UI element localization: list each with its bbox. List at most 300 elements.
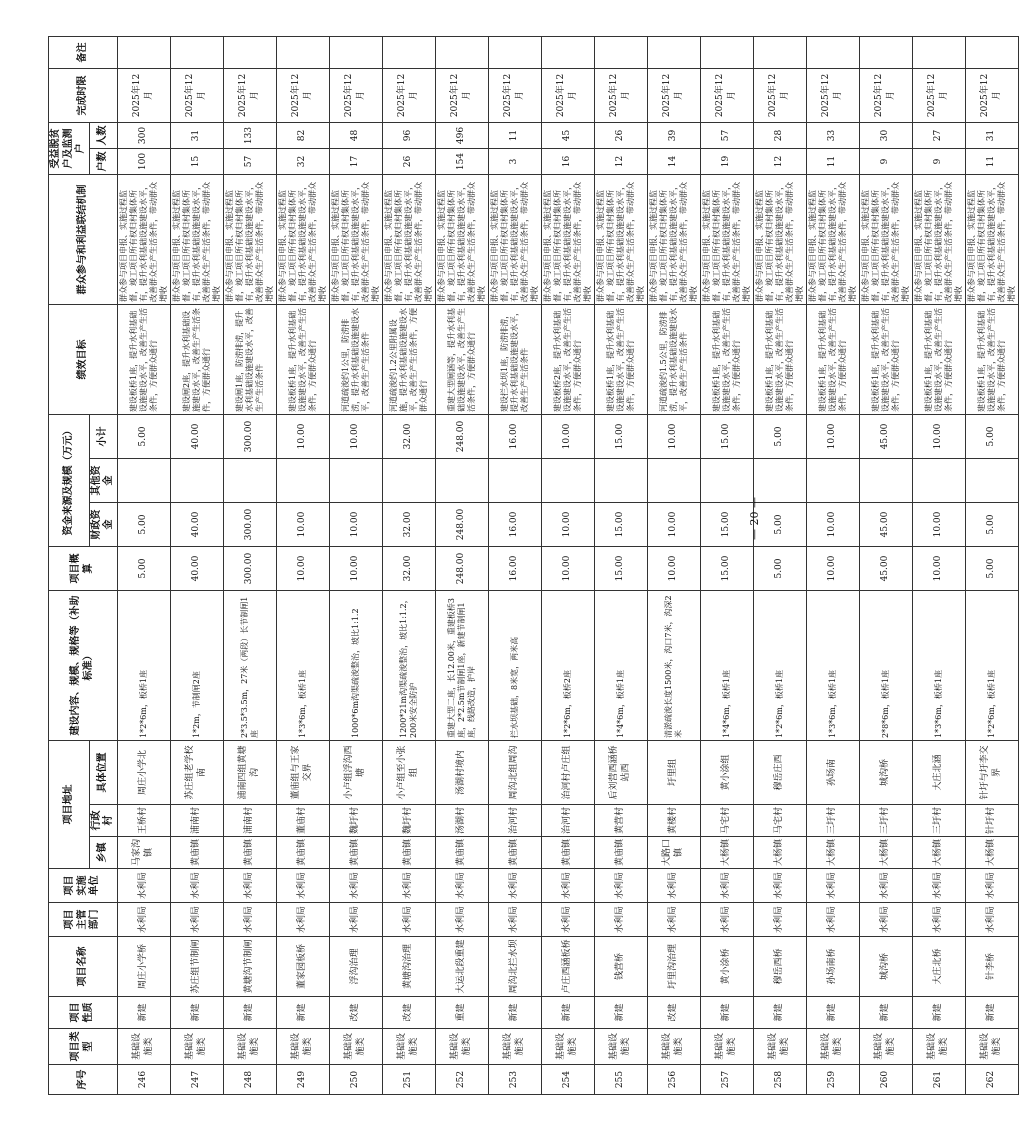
cell-nature: 新建 [859, 997, 912, 1029]
cell-no: 254 [541, 1065, 594, 1095]
cell-nature: 新建 [223, 997, 276, 1029]
cell-other [912, 459, 965, 503]
cell-town: 马家沟镇 [117, 837, 170, 869]
cell-name: 大运北段重建 [435, 937, 488, 997]
cell-hh: 26 [382, 148, 435, 174]
cell-unit: 水利局 [329, 869, 382, 903]
cell-unit: 水利局 [170, 869, 223, 903]
cell-goal: 建设板桥1座，提升水利基础设施建设水平，改善生产生活条件，方便群众通行 [806, 304, 859, 414]
cell-remark [647, 36, 700, 68]
cell-content: 拦水坝基础，8米宽，两米高 [488, 591, 541, 741]
cell-mech: 群众参与项目申报、实施过程监督，竣工项目所有权归村集体所有，提升水利基础设施建设水平，改善群众生产生活条件，带动群众增收 [700, 174, 753, 304]
cell-fiscal: 10.00 [806, 503, 859, 547]
cell-dept: 水利局 [859, 903, 912, 937]
cell-deadline: 2025年12月 [223, 68, 276, 122]
cell-dept: 水利局 [382, 903, 435, 937]
cell-mech: 群众参与项目申报、实施过程监督，竣工项目所有权归村集体所有，提升水利基础设施建设水平，改善群众生产生活条件，带动群众增收 [594, 174, 647, 304]
table-row [647, 36, 700, 1094]
header-subtotal: 小计 [89, 414, 117, 458]
cell-goal: 建设板桥1座，提升水利基础设施建设水平，改善生产生活条件，方便群众通行 [594, 304, 647, 414]
table-row [329, 36, 382, 1094]
cell-remark [912, 36, 965, 68]
cell-people: 96 [382, 122, 435, 148]
cell-content: 重建大型二座，长12.00米，重建板桥3座，2*2.5m节制闸1座，新建节制闸1座，线路改造，护岸 [435, 591, 488, 741]
cell-subtotal: 10.00 [541, 414, 594, 458]
cell-people: 27 [912, 122, 965, 148]
cell-town: 黄庙镇 [329, 837, 382, 869]
cell-other [488, 459, 541, 503]
cell-remark [329, 36, 382, 68]
cell-other [435, 459, 488, 503]
cell-village: 三圩村 [859, 805, 912, 837]
cell-place: 孙场南 [806, 741, 859, 805]
cell-no: 250 [329, 1065, 382, 1095]
cell-fiscal: 10.00 [276, 503, 329, 547]
cell-content: 1*2*6m，板桥1座 [965, 591, 1018, 741]
cell-village: 魏圩村 [329, 805, 382, 837]
cell-no: 262 [965, 1065, 1018, 1095]
cell-hh: 9 [912, 148, 965, 174]
cell-town: 大杨镇 [753, 837, 806, 869]
header-total: 项目概算 [49, 547, 118, 591]
cell-nature: 新建 [488, 997, 541, 1029]
cell-town: 黄庙镇 [541, 837, 594, 869]
header-people: 人数 [89, 122, 117, 148]
cell-remark [170, 36, 223, 68]
cell-remark [382, 36, 435, 68]
cell-place: 针圩与圩李交界 [965, 741, 1018, 805]
cell-content: 1200*21m沟渠疏浚整治，坡比1:1.2，200米安全防护 [382, 591, 435, 741]
table-body [117, 36, 1018, 1094]
cell-remark [859, 36, 912, 68]
cell-dept: 水利局 [912, 903, 965, 937]
cell-unit: 水利局 [912, 869, 965, 903]
cell-place: 大庄北涵 [912, 741, 965, 805]
header-content: 建设内容、规模、规格等（补助标准） [49, 591, 118, 741]
cell-name: 苏庄组节制闸 [170, 937, 223, 997]
cell-place: 穆岳庄西 [753, 741, 806, 805]
cell-hh: 11 [806, 148, 859, 174]
cell-total: 10.00 [647, 547, 700, 591]
cell-village: 董庙村 [276, 805, 329, 837]
cell-goal: 建设板桥2座，提升水利基础设施建设水平，改善生产生活条件，方便群众通行 [541, 304, 594, 414]
cell-type: 基础设施类 [647, 1029, 700, 1065]
cell-nature: 新建 [700, 997, 753, 1029]
header-nature: 项目性质 [49, 997, 118, 1029]
cell-goal: 建设板桥1座，提升水利基础设施建设水平，改善生产生活条件，方便群众通行 [965, 304, 1018, 414]
header-other: 其他资金 [89, 459, 117, 503]
cell-goal: 河道疏浚约1.2公里附属设施，提升水利基础设施建设水平，改善生产生活条件，方便群众通行 [382, 304, 435, 414]
cell-mech: 群众参与项目申报、实施过程监督，竣工项目所有权归村集体所有，提升水利基础设施建设水平，改善群众生产生活条件，带动群众增收 [859, 174, 912, 304]
cell-fiscal: 15.00 [594, 503, 647, 547]
cell-unit: 水利局 [965, 869, 1018, 903]
cell-unit: 水利局 [700, 869, 753, 903]
cell-no: 260 [859, 1065, 912, 1095]
cell-village: 三圩村 [806, 805, 859, 837]
cell-content: 1*4*6m，板桥1座 [700, 591, 753, 741]
cell-content: 1*2*6m，板桥2座 [541, 591, 594, 741]
cell-place: 黄小涂组 [700, 741, 753, 805]
cell-place: 小卢组浮沟西塘 [329, 741, 382, 805]
cell-subtotal: 10.00 [329, 414, 382, 458]
header-fiscal: 财政资金 [89, 503, 117, 547]
cell-other [594, 459, 647, 503]
cell-type: 基础设施类 [223, 1029, 276, 1065]
cell-place: 后刘营西涵桥站西 [594, 741, 647, 805]
cell-village: 马宅村 [753, 805, 806, 837]
cell-name: 钱营桥 [594, 937, 647, 997]
cell-deadline: 2025年12月 [594, 68, 647, 122]
header-goal: 绩效目标 [49, 304, 118, 414]
cell-content: 清淤疏浚长度1500米，沟口7米，沟深2米 [647, 591, 700, 741]
cell-name: 浮沟治理 [329, 937, 382, 997]
cell-place: 周沟北组周沟 [488, 741, 541, 805]
cell-total: 10.00 [912, 547, 965, 591]
cell-town: 黄庙镇 [223, 837, 276, 869]
cell-fiscal: 10.00 [912, 503, 965, 547]
cell-other [170, 459, 223, 503]
cell-total: 45.00 [859, 547, 912, 591]
header-dept: 项目主管部门 [49, 903, 118, 937]
cell-no: 249 [276, 1065, 329, 1095]
cell-dept: 水利局 [806, 903, 859, 937]
table-row [753, 36, 806, 1094]
cell-nature: 新建 [753, 997, 806, 1029]
cell-nature: 改建 [647, 997, 700, 1029]
cell-fiscal: 248.00 [435, 503, 488, 547]
cell-total: 10.00 [276, 547, 329, 591]
header-no: 序号 [49, 1065, 118, 1095]
table-row [488, 36, 541, 1094]
cell-place: 浦南四组黄塘沟 [223, 741, 276, 805]
cell-nature: 新建 [541, 997, 594, 1029]
cell-other [965, 459, 1018, 503]
cell-subtotal: 300.00 [223, 414, 276, 458]
cell-hh: 57 [223, 148, 276, 174]
cell-no: 252 [435, 1065, 488, 1095]
cell-dept: 水利局 [647, 903, 700, 937]
cell-type: 基础设施类 [435, 1029, 488, 1065]
cell-remark [965, 36, 1018, 68]
header-beneficiaries: 受益脱贫户及监测户 [49, 122, 90, 174]
cell-remark [753, 36, 806, 68]
cell-content: 1*3*6m，板桥1座 [276, 591, 329, 741]
cell-fiscal: 10.00 [329, 503, 382, 547]
cell-hh: 32 [276, 148, 329, 174]
cell-hh: 14 [647, 148, 700, 174]
cell-no: 247 [170, 1065, 223, 1095]
header-remark: 备注 [49, 36, 118, 68]
cell-no: 253 [488, 1065, 541, 1095]
cell-no: 261 [912, 1065, 965, 1095]
table-row [806, 36, 859, 1094]
cell-total: 15.00 [594, 547, 647, 591]
cell-deadline: 2025年12月 [541, 68, 594, 122]
cell-subtotal: 5.00 [117, 414, 170, 458]
table-row [859, 36, 912, 1094]
cell-nature: 新建 [276, 997, 329, 1029]
cell-dept: 水利局 [753, 903, 806, 937]
header-type: 项目类型 [49, 1029, 118, 1065]
cell-no: 251 [382, 1065, 435, 1095]
cell-dept: 水利局 [700, 903, 753, 937]
cell-remark [806, 36, 859, 68]
cell-fiscal: 5.00 [117, 503, 170, 547]
cell-deadline: 2025年12月 [488, 68, 541, 122]
cell-name: 黄小涂桥 [700, 937, 753, 997]
cell-town: 黄庙镇 [170, 837, 223, 869]
cell-content: 2*8*6m，板桥1座 [859, 591, 912, 741]
cell-subtotal: 248.00 [435, 414, 488, 458]
cell-type: 基础设施类 [912, 1029, 965, 1065]
cell-fiscal: 15.00 [700, 503, 753, 547]
cell-name: 周沟北拦水坝 [488, 937, 541, 997]
header-village: 行政村 [89, 805, 117, 837]
cell-place: 周庄小学北 [117, 741, 170, 805]
cell-mech: 群众参与项目申报、实施过程监督，竣工项目所有权归村集体所有，提升水利基础设施建设水平，改善群众生产生活条件，带动群众增收 [965, 174, 1018, 304]
cell-goal: 建设板桥1座，提升水利基础设施建设水平，改善生产生活条件，方便群众通行 [753, 304, 806, 414]
cell-village: 针圩村 [965, 805, 1018, 837]
cell-deadline: 2025年12月 [329, 68, 382, 122]
cell-people: 57 [700, 122, 753, 148]
table-row [912, 36, 965, 1094]
cell-content: 1*2*6m，板桥1座 [753, 591, 806, 741]
cell-place: 圩里组 [647, 741, 700, 805]
cell-people: 133 [223, 122, 276, 148]
cell-dept: 水利局 [541, 903, 594, 937]
cell-subtotal: 40.00 [170, 414, 223, 458]
cell-name: 城沟桥 [859, 937, 912, 997]
cell-other [223, 459, 276, 503]
table-row [382, 36, 435, 1094]
cell-type: 基础设施类 [859, 1029, 912, 1065]
table-row [700, 36, 753, 1094]
cell-fiscal: 5.00 [753, 503, 806, 547]
cell-hh: 11 [965, 148, 1018, 174]
cell-town: 黄庙镇 [382, 837, 435, 869]
cell-people: 28 [753, 122, 806, 148]
cell-deadline: 2025年12月 [382, 68, 435, 122]
cell-unit: 水利局 [859, 869, 912, 903]
cell-type: 基础设施类 [329, 1029, 382, 1065]
cell-name: 周庄小学桥 [117, 937, 170, 997]
cell-total: 5.00 [117, 547, 170, 591]
cell-total: 5.00 [753, 547, 806, 591]
cell-deadline: 2025年12月 [965, 68, 1018, 122]
header-deadline: 完成时限 [49, 68, 118, 122]
cell-deadline: 2025年12月 [859, 68, 912, 122]
cell-mech: 群众参与项目申报、实施过程监督，竣工项目所有权归村集体所有，提升水利基础设施建设水平，改善群众生产生活条件，带动群众增收 [912, 174, 965, 304]
cell-town: 大杨镇 [965, 837, 1018, 869]
cell-dept: 水利局 [117, 903, 170, 937]
cell-remark [276, 36, 329, 68]
cell-total: 5.00 [965, 547, 1018, 591]
cell-dept: 水利局 [223, 903, 276, 937]
cell-name: 针李桥 [965, 937, 1018, 997]
cell-mech: 群众参与项目申报、实施过程监督，竣工项目所有权归村集体所有，提升水利基础设施建设水平，改善群众生产生活条件，带动群众增收 [117, 174, 170, 304]
cell-remark [700, 36, 753, 68]
cell-unit: 水利局 [435, 869, 488, 903]
cell-hh: 100 [117, 148, 170, 174]
cell-village: 汤湖村 [435, 805, 488, 837]
cell-subtotal: 15.00 [700, 414, 753, 458]
cell-total: 40.00 [170, 547, 223, 591]
cell-fiscal: 300.00 [223, 503, 276, 547]
cell-content: 1*2*6m，板桥1座 [117, 591, 170, 741]
cell-village: 黄营村 [594, 805, 647, 837]
cell-village: 三圩村 [912, 805, 965, 837]
cell-type: 基础设施类 [488, 1029, 541, 1065]
cell-content: 1*3*6m，板桥1座 [806, 591, 859, 741]
cell-nature: 新建 [806, 997, 859, 1029]
cell-mech: 群众参与项目申报、实施过程监督，竣工项目所有权归村集体所有，提升水利基础设施建设水平，改善群众生产生活条件，带动群众增收 [541, 174, 594, 304]
header-households: 户数 [89, 148, 117, 174]
cell-subtotal: 10.00 [912, 414, 965, 458]
cell-type: 基础设施类 [541, 1029, 594, 1065]
cell-deadline: 2025年12月 [753, 68, 806, 122]
cell-village: 治河村 [488, 805, 541, 837]
cell-unit: 水利局 [541, 869, 594, 903]
cell-goal: 河道疏浚约1公里，防涝排涝，提升水利基础设施建设水平，改善生产生活条件 [329, 304, 382, 414]
cell-content: 1000*6m沟渠疏浚整治，坡比1:1.2 [329, 591, 382, 741]
page-number: — 20 — [748, 497, 761, 540]
cell-hh: 15 [170, 148, 223, 174]
cell-goal: 建设板桥1座，提升水利基础设施建设水平，改善生产生活条件，方便群众通行 [912, 304, 965, 414]
cell-remark [435, 36, 488, 68]
cell-type: 基础设施类 [753, 1029, 806, 1065]
cell-dept: 水利局 [276, 903, 329, 937]
cell-name: 黄塘沟节制闸 [223, 937, 276, 997]
header-name: 项目名称 [49, 937, 118, 997]
rotated-page [48, 42, 1016, 1095]
cell-mech: 群众参与项目申报、实施过程监督，竣工项目所有权归村集体所有，提升水利基础设施建设水平，改善群众生产生活条件，带动群众增收 [488, 174, 541, 304]
table-row [170, 36, 223, 1094]
cell-name: 孙场南桥 [806, 937, 859, 997]
cell-people: 300 [117, 122, 170, 148]
cell-goal: 建设闸1座，防涝排涝，提升水利基础设施建设水平，改善生产生活条件 [223, 304, 276, 414]
cell-mech: 群众参与项目申报、实施过程监督，竣工项目所有权归村集体所有，提升水利基础设施建设水平，改善群众生产生活条件，带动群众增收 [223, 174, 276, 304]
cell-goal: 建设板桥1座，提升水利基础设施建设水平，改善生产生活条件，方便群众通行 [117, 304, 170, 414]
cell-no: 246 [117, 1065, 170, 1095]
cell-other [276, 459, 329, 503]
cell-content: 1*4*6m，板桥1座 [594, 591, 647, 741]
cell-name: 黄塘沟治理 [382, 937, 435, 997]
cell-village: 魏圩村 [382, 805, 435, 837]
cell-subtotal: 5.00 [965, 414, 1018, 458]
cell-fiscal: 40.00 [170, 503, 223, 547]
cell-mech: 群众参与项目申报、实施过程监督，竣工项目所有权归村集体所有，提升水利基础设施建设水平，改善群众生产生活条件，带动群众增收 [170, 174, 223, 304]
cell-subtotal: 10.00 [647, 414, 700, 458]
cell-town: 大路口镇 [647, 837, 700, 869]
cell-subtotal: 10.00 [806, 414, 859, 458]
cell-hh: 16 [541, 148, 594, 174]
cell-type: 基础设施类 [806, 1029, 859, 1065]
cell-total: 300.00 [223, 547, 276, 591]
cell-unit: 水利局 [382, 869, 435, 903]
cell-deadline: 2025年12月 [170, 68, 223, 122]
cell-name: 大庄北桥 [912, 937, 965, 997]
cell-fiscal: 32.00 [382, 503, 435, 547]
table-row [965, 36, 1018, 1094]
cell-unit: 水利局 [753, 869, 806, 903]
cell-no: 248 [223, 1065, 276, 1095]
cell-other [859, 459, 912, 503]
cell-dept: 水利局 [594, 903, 647, 937]
cell-village: 浦南村 [170, 805, 223, 837]
cell-name: 董家园板桥 [276, 937, 329, 997]
cell-deadline: 2025年12月 [276, 68, 329, 122]
cell-people: 45 [541, 122, 594, 148]
cell-hh: 19 [700, 148, 753, 174]
cell-other [647, 459, 700, 503]
table-row [541, 36, 594, 1094]
cell-people: 30 [859, 122, 912, 148]
cell-hh: 154 [435, 148, 488, 174]
table-row [435, 36, 488, 1094]
cell-town: 黄庙镇 [594, 837, 647, 869]
cell-people: 39 [647, 122, 700, 148]
cell-place: 汤湖村境内 [435, 741, 488, 805]
cell-total: 32.00 [382, 547, 435, 591]
cell-nature: 重建 [435, 997, 488, 1029]
cell-subtotal: 15.00 [594, 414, 647, 458]
cell-nature: 新建 [912, 997, 965, 1029]
cell-content: 2*3.5*3.5m，27米（两段）长节制闸1座 [223, 591, 276, 741]
cell-goal: 河道疏浚约1.5公里，防涝排涝，提升水利基础设施建设水平，改善生产生活条件 [647, 304, 700, 414]
cell-name: 圩里沟治理 [647, 937, 700, 997]
cell-hh: 9 [859, 148, 912, 174]
cell-subtotal: 16.00 [488, 414, 541, 458]
header-town: 乡镇 [89, 837, 117, 869]
cell-dept: 水利局 [435, 903, 488, 937]
cell-town: 大杨镇 [912, 837, 965, 869]
cell-hh: 12 [594, 148, 647, 174]
cell-unit: 水利局 [223, 869, 276, 903]
cell-type: 基础设施类 [117, 1029, 170, 1065]
cell-people: 48 [329, 122, 382, 148]
cell-total: 15.00 [700, 547, 753, 591]
cell-type: 基础设施类 [700, 1029, 753, 1065]
cell-other [117, 459, 170, 503]
cell-remark [488, 36, 541, 68]
cell-people: 11 [488, 122, 541, 148]
cell-remark [594, 36, 647, 68]
header-location: 项目地址 [49, 741, 90, 869]
cell-subtotal: 32.00 [382, 414, 435, 458]
cell-goal: 建设闸2座，提升水利基础设施建设水平，改善生产生活条件，方便群众通行 [170, 304, 223, 414]
cell-unit: 水利局 [806, 869, 859, 903]
cell-goal: 建设板桥1座，提升水利基础设施建设水平，改善生产生活条件，方便群众通行 [276, 304, 329, 414]
cell-no: 258 [753, 1065, 806, 1095]
cell-place: 治河村卢庄组 [541, 741, 594, 805]
cell-fiscal: 10.00 [541, 503, 594, 547]
cell-unit: 水利局 [276, 869, 329, 903]
cell-other [806, 459, 859, 503]
cell-type: 基础设施类 [965, 1029, 1018, 1065]
cell-mech: 群众参与项目申报、实施过程监督，竣工项目所有权归村集体所有，提升水利基础设施建设水平，改善群众生产生活条件，带动群众增收 [647, 174, 700, 304]
cell-fiscal: 10.00 [647, 503, 700, 547]
table-row [223, 36, 276, 1094]
cell-mech: 群众参与项目申报、实施过程监督，竣工项目所有权归村集体所有，提升水利基础设施建设水平，改善群众生产生活条件，带动群众增收 [329, 174, 382, 304]
cell-mech: 群众参与项目申报、实施过程监督，竣工项目所有权归村集体所有，提升水利基础设施建设水平，改善群众生产生活条件，带动群众增收 [382, 174, 435, 304]
cell-type: 基础设施类 [382, 1029, 435, 1065]
cell-hh: 12 [753, 148, 806, 174]
cell-place: 城沟桥 [859, 741, 912, 805]
cell-nature: 新建 [594, 997, 647, 1029]
cell-village: 马宅村 [700, 805, 753, 837]
cell-town: 大杨镇 [859, 837, 912, 869]
cell-deadline: 2025年12月 [117, 68, 170, 122]
